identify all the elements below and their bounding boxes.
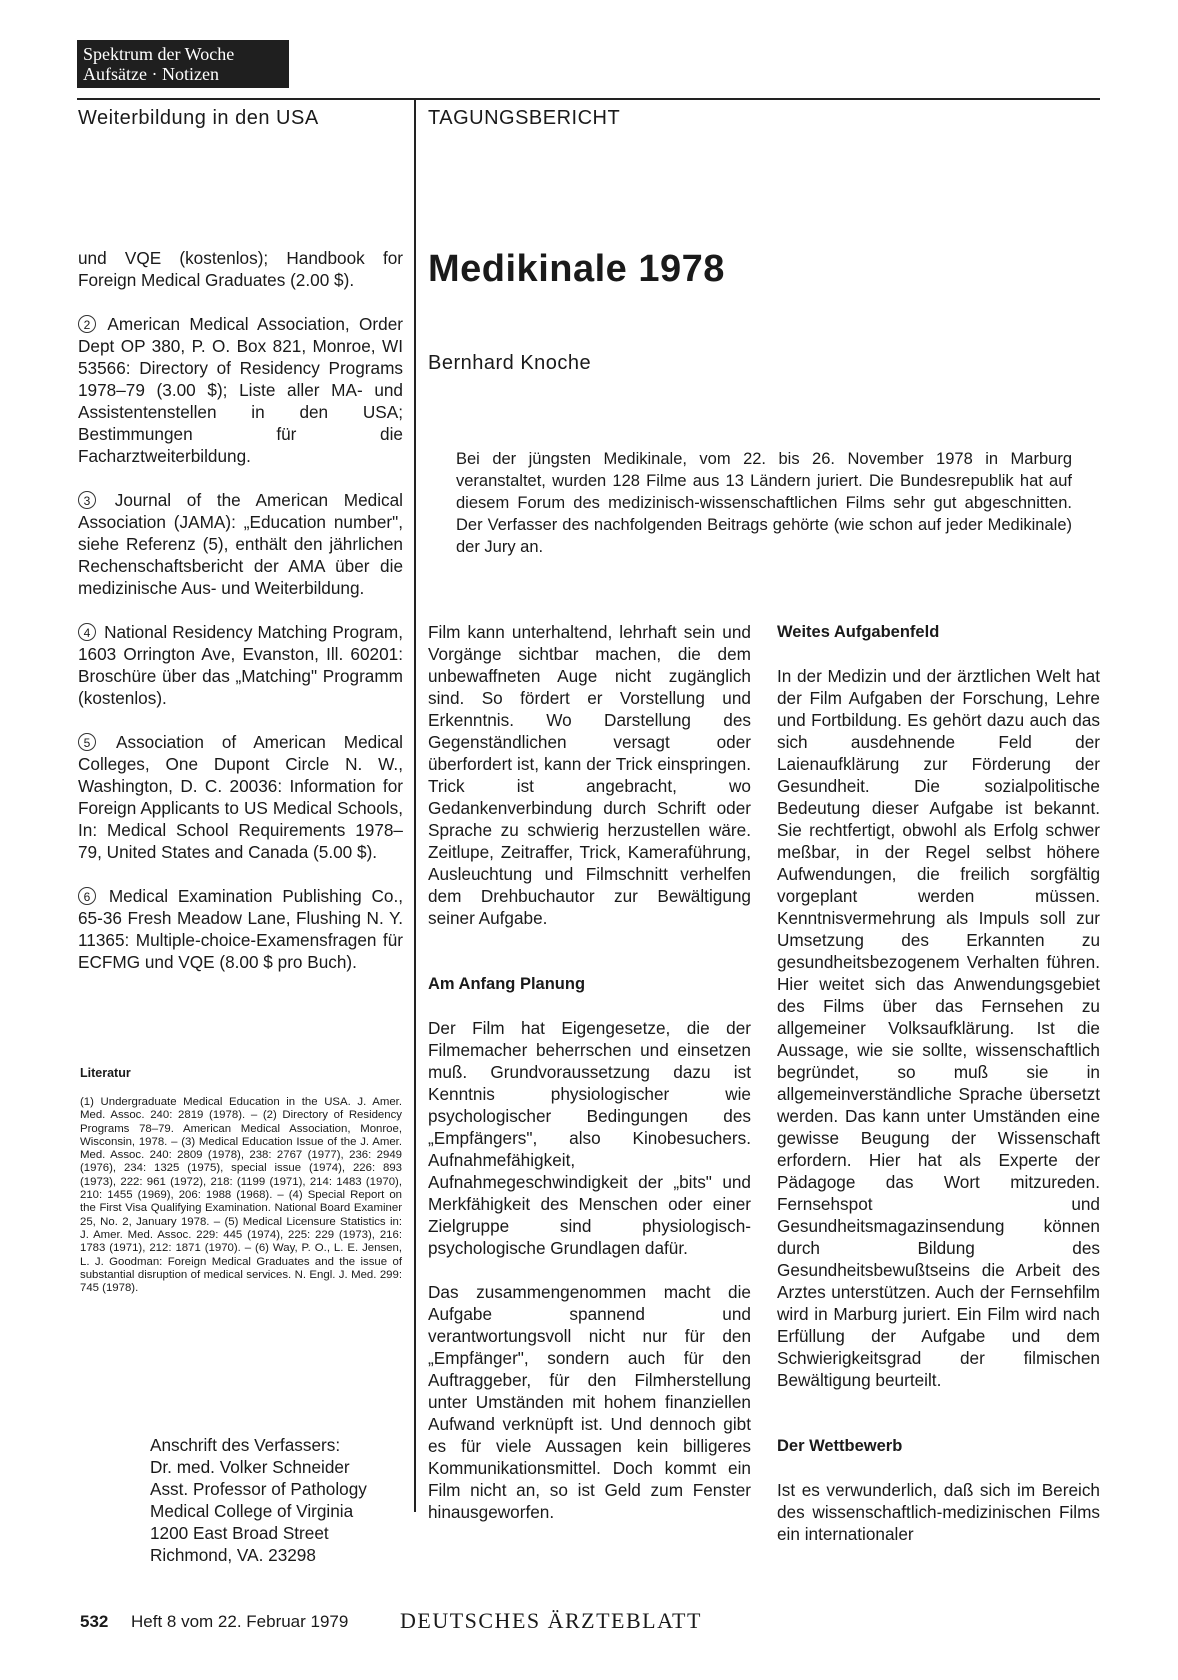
author-address bbox=[150, 1434, 367, 1566]
address-line: Anschrift des Verfassers: bbox=[150, 1435, 341, 1455]
article-author: Bernhard Knoche bbox=[428, 352, 592, 374]
top-rule bbox=[77, 98, 1100, 100]
circled-number: 6 bbox=[78, 887, 96, 905]
left-column bbox=[78, 247, 403, 995]
right-column bbox=[777, 621, 1100, 1567]
reference-text: Journal of the American Medical Association (JAMA): „Education number", siehe Referenz (5), enthält den jährlichen Rechenschaftsbericht der AMA über die medizinische Aus- und Weiterbildung. bbox=[78, 490, 403, 598]
article-lead: Bei der jüngsten Medikinale, vom 22. bis 26. November 1978 in Marburg veranstaltet, wurden 128 Filme aus 13 Ländern juriert. Die Bundesrepublik hat auf diesem Forum des medizinisch-wissenschaftlichen Films sehr gut abgeschnitten. Der Verfasser des nachfolgenden Beitrags gehörte (wie schon auf jeder Medikinale) der Jury an. bbox=[456, 450, 1072, 556]
reference-text: American Medical Association, Order Dept OP 380, P. O. Box 821, Monroe, WI 53566: Directory of Residency Programs 1978–79 (3.00 $); Liste aller MA- und Assistentenstellen in den USA; Bestimmungen für die Facharztweiterbildung. bbox=[78, 314, 403, 466]
reference-item bbox=[78, 489, 403, 599]
reference-text: Association of American Medical Colleges, One Dupont Circle N. W., Washington, D. C. 20036: Information for Foreign Applicants to US Medical Schools, In: Medical School Requirements 1978–79, United States and Canada (5.00 $). bbox=[78, 732, 403, 862]
address-line: Richmond, VA. 23298 bbox=[150, 1545, 316, 1565]
left-intro: und VQE (kostenlos); Handbook for Foreign Medical Graduates (2.00 $). bbox=[78, 248, 403, 290]
circled-number: 2 bbox=[78, 315, 96, 333]
left-section-heading: Weiterbildung in den USA bbox=[78, 107, 319, 129]
reference-text: Medical Examination Publishing Co., 65-36 Fresh Meadow Lane, Flushing N. Y. 11365: Multiple-choice-Examensfragen für ECFMG und VQE (8.00 $ pro Buch). bbox=[78, 886, 403, 972]
reference-item bbox=[78, 313, 403, 467]
page-number: 532 bbox=[80, 1612, 109, 1631]
literatur-text: (1) Undergraduate Medical Education in the USA. J. Amer. Med. Assoc. 240: 2819 (1978). – (2) Directory of Residency Programs 78–79. American Medical Association, Monroe, Wisconsin, 1978. – (3) Medical Education Issue of the J. Amer. Med. Assoc. 240: 2809 (1978), 238: 2767 (1977), 236: 2949 (1976), 234: 1325 (1975), special issue (1974), 226: 893 (1973), 222: 961 (1972), 218: (1199 (1971), 214: 1483 (1970), 210: 1455 (1969), 206: 1988 (1968). – (4) Special Report on the First Visa Qualifying Examination. National Board Examiner 25, No. 2, January 1978. – (5) Medical Licensure Statistics in: J. Amer. Med. Assoc. 229: 445 (1974), 225: 229 (1973), 216: 1783 (1971), 212: 1871 (1970). – (6) Way, P. O., L. E. Jensen, L. J. Goodman: Foreign Medical Graduates and the issue of substantial disruption of medical services. N. Engl. J. Med. 299: 745 (1978). bbox=[80, 1096, 402, 1295]
body-paragraph: Film kann unterhaltend, lehrhaft sein und Vorgänge sichtbar machen, die dem unbewaffneten Auge nicht zugänglich sind. So fördert er Vorstellung und Erkenntnis. Wo Darstellung des Gegenständlichen versagt oder überfordert ist, kann der Trick einspringen. Trick ist angebracht, wo Gedankenverbindung durch Schrift oder Sprache zu schwierig herzustellen wäre. Zeitlupe, Zeitraffer, Trick, Kameraführung, Ausleuchtung und Filmschnitt verhelfen dem Drehbuchautor zur Bewältigung seiner Aufgabe. bbox=[428, 622, 751, 928]
article-title: Medikinale 1978 bbox=[428, 248, 725, 290]
journal-name: DEUTSCHES ÄRZTEBLATT bbox=[400, 1608, 702, 1633]
badge-line-1: Spektrum der Woche bbox=[83, 44, 235, 64]
reference-item bbox=[78, 731, 403, 863]
address-line: Dr. med. Volker Schneider bbox=[150, 1457, 350, 1477]
reference-text: National Residency Matching Program, 1603 Orrington Ave, Evanston, Ill. 60201: Broschüre über das „Matching" Programm (kostenlos). bbox=[78, 622, 403, 708]
body-paragraph: Ist es verwunderlich, daß sich im Bereich des wissenschaftlich-medizinischen Films ein internationaler bbox=[777, 1480, 1100, 1544]
literatur-heading: Literatur bbox=[80, 1066, 131, 1080]
address-line: Asst. Professor of Pathology bbox=[150, 1479, 367, 1499]
issue-info: Heft 8 vom 22. Februar 1979 bbox=[131, 1612, 349, 1631]
subheading: Am Anfang Planung bbox=[428, 975, 586, 993]
body-paragraph: In der Medizin und der ärztlichen Welt hat der Film Aufgaben der Forschung, Lehre und Fortbildung. Es gehört dazu auch das sich ausdehnende Feld der Laienaufklärung zur Förderung der Gesundheit. Die sozialpolitische Bedeutung dieser Aufgabe ist bekannt. Sie rechtfertigt, obwohl als Erfolg schwer meßbar, in der Regel selbst höhere Aufwendungen, die freilich sorgfältig vorgeplant werden müssen. Kenntnisvermehrung als Impuls soll zur Umsetzung des Erkannten zu gesundheitsbezogenem Verhalten führen. Hier weitet sich das Anwendungsgebiet des Films über das Fernsehen zu allgemeiner Volksaufklärung. Ist die Aussage, wie sie sollte, wissenschaftlich begründet, so muß sie in allgemeinverständliche Sprache übersetzt werden. Das kann unter Umständen eine gewisse Beugung der Wissenschaft erfordern. Hier hat als Experte der Pädagoge das Wort mitzureden. Fernsehspot und Gesundheitsmagazinsendung können durch Bildung des Gesundheitsbewußtseins die Arbeit des Arztes unterstützen. Auch der Fernsehfilm wird in Marburg juriert. Ein Film wird nach Erfüllung der Aufgabe und dem Schwierigkeitsgrad der filmischen Bewältigung beurteilt. bbox=[777, 666, 1100, 1390]
badge-line-2: Aufsätze · Notizen bbox=[83, 64, 219, 84]
circled-number: 4 bbox=[78, 623, 96, 641]
subheading: Weites Aufgabenfeld bbox=[777, 623, 940, 641]
address-line: 1200 East Broad Street bbox=[150, 1523, 329, 1543]
body-paragraph: Der Film hat Eigengesetze, die der Filmemacher beherrschen und einsetzen muß. Grundvoraussetzung dazu ist Kenntnis physiologischer wie psychologischer Bedingungen des „Empfängers", also Kinobesuchers. Aufnahmefähigkeit, Aufnahmegeschwindigkeit der „bits" und Merkfähigkeit des Menschen oder einer Zielgruppe sind physiologisch-psychologische Grundlagen dafür. bbox=[428, 1018, 751, 1258]
middle-column bbox=[428, 621, 751, 1545]
section-badge bbox=[77, 40, 289, 88]
address-line: Medical College of Virginia bbox=[150, 1501, 354, 1521]
column-divider bbox=[414, 100, 416, 1512]
right-section-heading: TAGUNGSBERICHT bbox=[428, 107, 621, 129]
reference-item bbox=[78, 885, 403, 973]
circled-number: 3 bbox=[78, 491, 96, 509]
body-paragraph: Das zusammengenommen macht die Aufgabe spannend und verantwortungsvoll nicht nur für den „Empfänger", sondern auch für den Auftraggeber, für den Filmherstellung unter Umständen mit hohem finanziellen Aufwand verknüpft ist. Und dennoch gibt es für viele Aussagen kein billigeres Kommunikationsmittel. Doch kommt ein Film nicht an, so ist Geld zum Fenster hinausgeworfen. bbox=[428, 1282, 751, 1522]
circled-number: 5 bbox=[78, 733, 96, 751]
reference-item bbox=[78, 621, 403, 709]
subheading: Der Wettbewerb bbox=[777, 1437, 903, 1455]
